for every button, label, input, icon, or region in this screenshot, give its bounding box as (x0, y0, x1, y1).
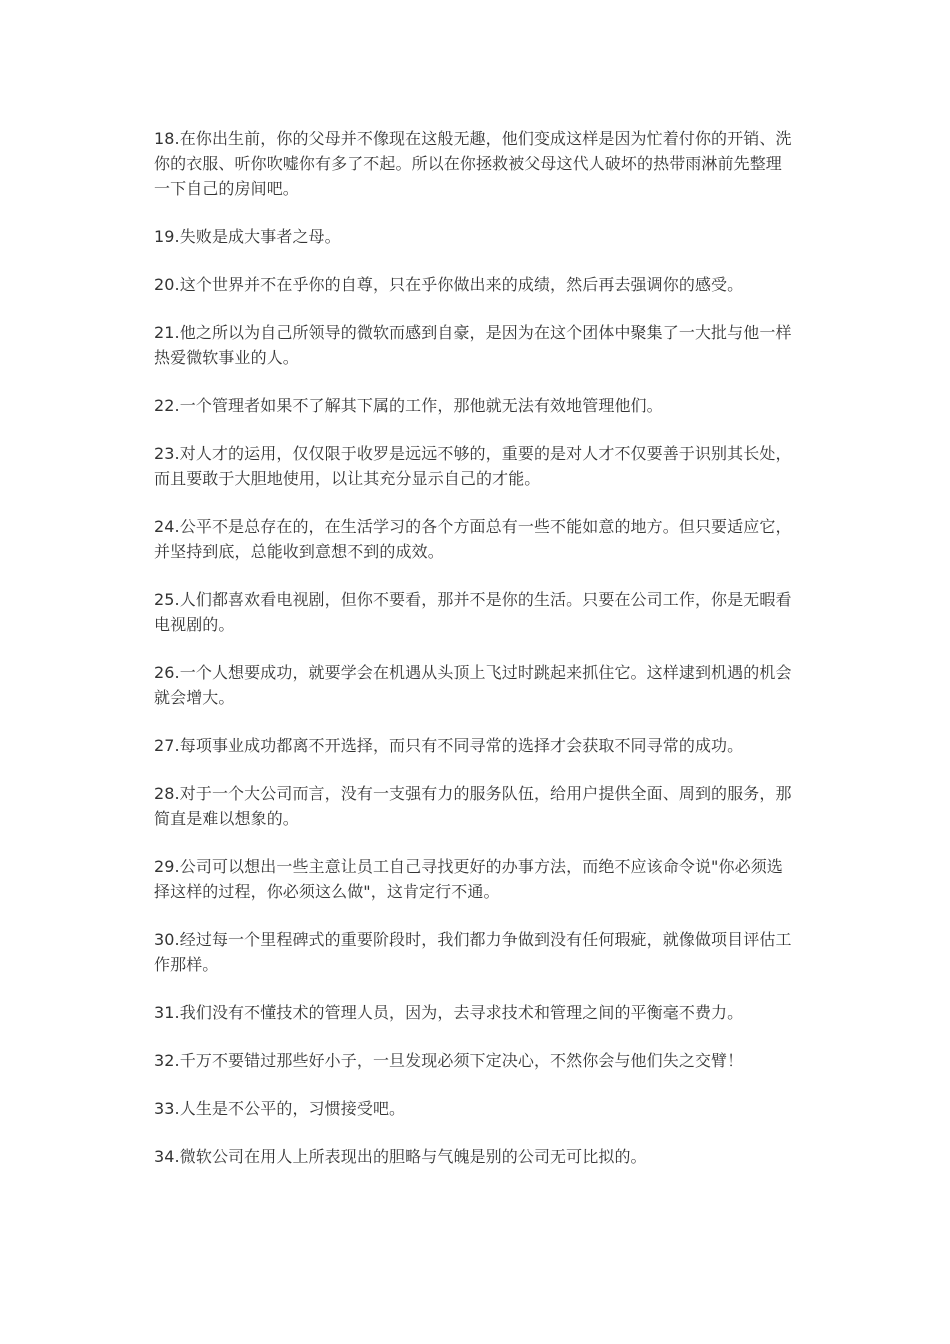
document-body (154, 126, 794, 1192)
paragraph-27: 27.每项事业成功都离不开选择，而只有不同寻常的选择才会获取不同寻常的成功。 (154, 736, 744, 755)
paragraph-23: 23.对人才的运用，仅仅限于收罗是远远不够的，重要的是对人才不仅要善于识别其长处，而且要敢于大胆地使用，以让其充分显示自己的才能。 (154, 444, 792, 488)
paragraph-33: 33.人生是不公平的，习惯接受吧。 (154, 1099, 406, 1118)
paragraph-20: 20.这个世界并不在乎你的自尊，只在乎你做出来的成绩，然后再去强调你的感受。 (154, 275, 744, 294)
paragraph-18: 18.在你出生前，你的父母并不像现在这般无趣，他们变成这样是因为忙着付你的开销、洗你的衣服、听你吹嘘你有多了不起。所以在你拯救被父母这代人破坏的热带雨淋前先整理一下自己的房间吧。 (154, 129, 792, 198)
paragraph-32: 32.千万不要错过那些好小子，一旦发现必须下定决心，不然你会与他们失之交臂！ (154, 1051, 744, 1070)
paragraph-31: 31.我们没有不懂技术的管理人员，因为，去寻求技术和管理之间的平衡毫不费力。 (154, 1003, 744, 1022)
paragraph-24: 24.公平不是总存在的，在生活学习的各个方面总有一些不能如意的地方。但只要适应它，并坚持到底，总能收到意想不到的成效。 (154, 517, 792, 561)
paragraph-30: 30.经过每一个里程碑式的重要阶段时，我们都力争做到没有任何瑕疵，就像做项目评估工作那样。 (154, 930, 792, 974)
paragraph-19: 19.失败是成大事者之母。 (154, 227, 341, 246)
paragraph-22: 22.一个管理者如果不了解其下属的工作，那他就无法有效地管理他们。 (154, 396, 663, 415)
paragraph-25: 25.人们都喜欢看电视剧，但你不要看，那并不是你的生活。只要在公司工作，你是无暇看电视剧的。 (154, 590, 792, 634)
paragraph-29: 29.公司可以想出一些主意让员工自己寻找更好的办事方法，而绝不应该命令说"你必须选择这样的过程，你必须这么做"，这肯定行不通。 (154, 857, 783, 901)
paragraph-28: 28.对于一个大公司而言，没有一支强有力的服务队伍，给用户提供全面、周到的服务，那简直是难以想象的。 (154, 784, 792, 828)
paragraph-34: 34.微软公司在用人上所表现出的胆略与气魄是别的公司无可比拟的。 (154, 1147, 647, 1166)
paragraph-26: 26.一个人想要成功，就要学会在机遇从头顶上飞过时跳起来抓住它。这样逮到机遇的机会就会增大。 (154, 663, 792, 707)
paragraph-21: 21.他之所以为自己所领导的微软而感到自豪，是因为在这个团体中聚集了一大批与他一样热爱微软事业的人。 (154, 323, 792, 367)
